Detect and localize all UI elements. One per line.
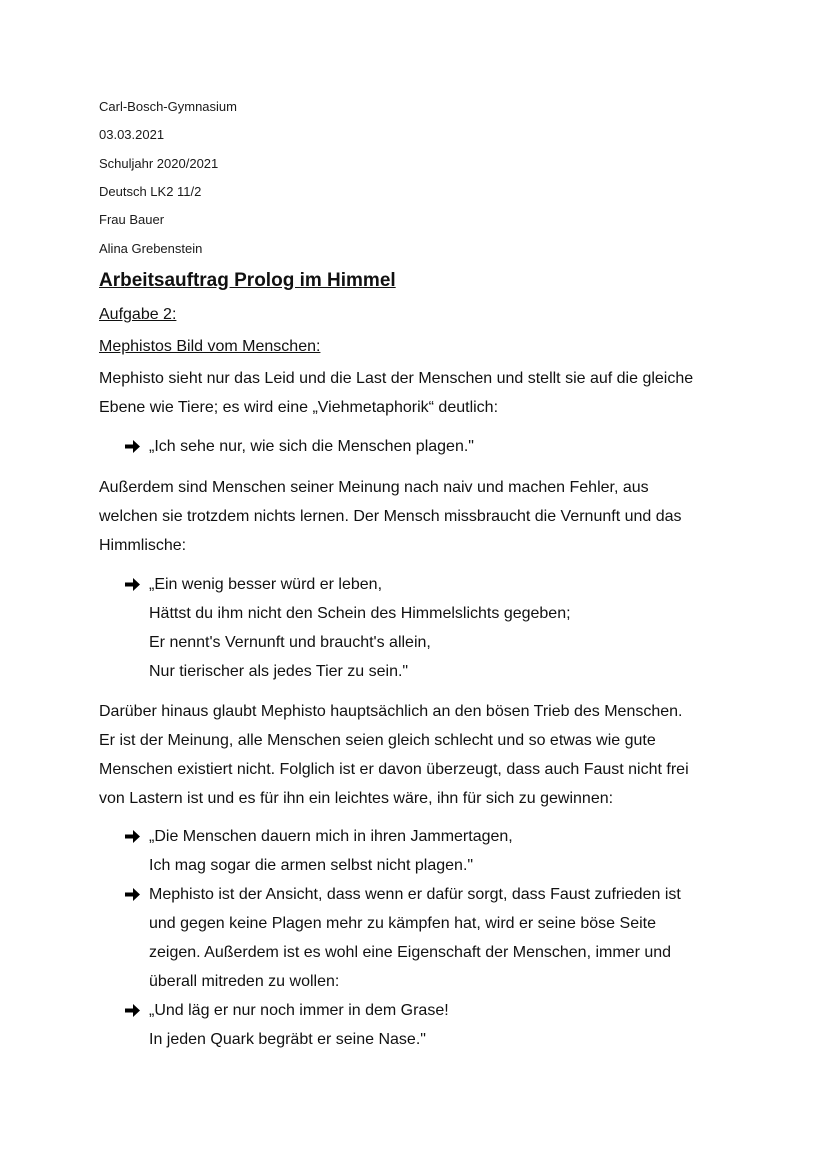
quote-line: In jeden Quark begräbt er seine Nase."	[149, 1031, 426, 1048]
paragraph-line: Himmlische:	[99, 537, 187, 554]
task-heading: Aufgabe 2:	[99, 306, 177, 323]
paragraph-2	[99, 473, 739, 560]
quote-line: Hättst du ihm nicht den Schein des Himmelslichts gegeben;	[149, 605, 571, 622]
text-bullet-4	[125, 880, 681, 996]
quote-bullet-1	[125, 432, 474, 461]
paragraph-3	[99, 697, 739, 813]
arrow-right-icon	[125, 996, 141, 1025]
bullet-line: Mephisto ist der Ansicht, dass wenn er dafür sorgt, dass Faust zufrieden ist	[149, 886, 681, 903]
arrow-right-icon	[125, 822, 141, 851]
paragraph-line: Menschen existiert nicht. Folglich ist er davon überzeugt, dass auch Faust nicht frei	[99, 761, 689, 778]
paragraph-line: Mephisto sieht nur das Leid und die Last der Menschen und stellt sie auf die gleiche	[99, 370, 694, 387]
arrow-right-icon	[125, 432, 141, 461]
quote-bullet-3	[125, 822, 513, 880]
quote-line: „Die Menschen dauern mich in ihren Jammertagen,	[149, 828, 513, 845]
bullet-line: und gegen keine Plagen mehr zu kämpfen hat, wird er seine böse Seite	[149, 915, 656, 932]
page-title: Arbeitsauftrag Prolog im Himmel	[99, 270, 396, 291]
header-student: Alina Grebenstein	[99, 241, 203, 256]
quote-bullet-2	[125, 570, 571, 686]
arrow-right-icon	[125, 570, 141, 599]
bullet-line: überall mitreden zu wollen:	[149, 973, 340, 990]
quote-line: Nur tierischer als jedes Tier zu sein."	[149, 663, 409, 680]
quote-line: „Und läg er nur noch immer in dem Grase!	[149, 1002, 449, 1019]
header-course: Deutsch LK2 11/2	[99, 184, 202, 199]
quote-bullet-5	[125, 996, 449, 1054]
quote-line: „Ein wenig besser würd er leben,	[149, 576, 383, 593]
quote-line: Er nennt's Vernunft und braucht's allein,	[149, 634, 431, 651]
paragraph-line: Ebene wie Tiere; es wird eine „Viehmetaphorik“ deutlich:	[99, 399, 499, 416]
paragraph-line: Darüber hinaus glaubt Mephisto hauptsächlich an den bösen Trieb des Menschen.	[99, 703, 683, 720]
quote-line: „Ich sehe nur, wie sich die Menschen plagen."	[149, 438, 474, 455]
section-heading: Mephistos Bild vom Menschen:	[99, 338, 321, 355]
header-school-year: Schuljahr 2020/2021	[99, 156, 219, 171]
header-school: Carl-Bosch-Gymnasium	[99, 99, 237, 114]
paragraph-line: von Lastern ist und es für ihn ein leichtes wäre, ihn für sich zu gewinnen:	[99, 790, 614, 807]
header-teacher: Frau Bauer	[99, 212, 165, 227]
bullet-line: zeigen. Außerdem ist es wohl eine Eigenschaft der Menschen, immer und	[149, 944, 672, 961]
paragraph-line: welchen sie trotzdem nichts lernen. Der Mensch missbraucht die Vernunft und das	[99, 508, 682, 525]
paragraph-line: Er ist der Meinung, alle Menschen seien gleich schlecht und so etwas wie gute	[99, 732, 656, 749]
arrow-right-icon	[125, 880, 141, 909]
quote-line: Ich mag sogar die armen selbst nicht plagen."	[149, 857, 474, 874]
paragraph-line: Außerdem sind Menschen seiner Meinung nach naiv und machen Fehler, aus	[99, 479, 649, 496]
paragraph-1	[99, 364, 739, 422]
header-date: 03.03.2021	[99, 127, 165, 142]
